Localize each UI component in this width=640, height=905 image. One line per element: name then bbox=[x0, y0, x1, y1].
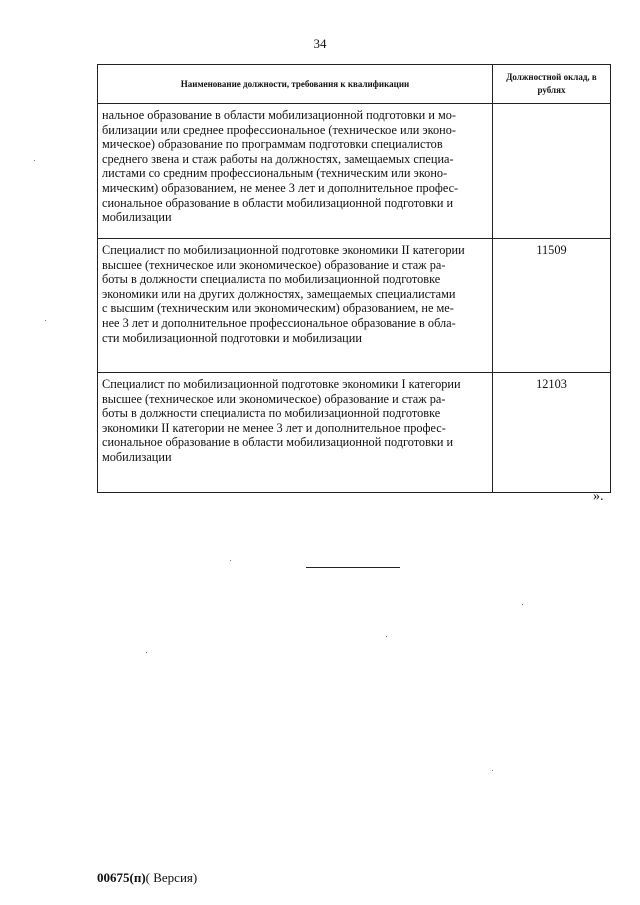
footer-document-code bbox=[97, 870, 197, 886]
text-line: с высшим (техническим или экономическим) образованием, не ме- bbox=[102, 301, 454, 316]
text-line: сиональное образование в области мобилизационной подготовки и bbox=[102, 195, 454, 210]
header-position: Наименование должности, требования к квалификации bbox=[98, 65, 493, 104]
salary-table bbox=[97, 64, 611, 493]
text-line: Специалист по мобилизационной подготовке экономики II категории bbox=[102, 243, 465, 257]
scan-speck bbox=[34, 160, 35, 161]
scan-speck bbox=[386, 636, 387, 637]
section-divider bbox=[306, 567, 400, 568]
table-row bbox=[98, 239, 611, 373]
text-line: боты в должности специалиста по мобилизационной подготовке bbox=[102, 272, 441, 287]
text-line: мобилизации bbox=[102, 210, 172, 225]
table-row bbox=[98, 104, 611, 239]
text-line: высшее (техническое или экономическое) образование и стаж ра- bbox=[102, 391, 446, 406]
text-line: нальное образование в области мобилизационной подготовки и мо- bbox=[102, 108, 457, 122]
scan-speck bbox=[146, 652, 147, 653]
text-line: сти мобилизационной подготовки и мобилизации bbox=[102, 330, 362, 345]
text-line: экономики или на других должностях, замещаемых специалистами bbox=[102, 286, 456, 301]
text-line: мическим) образованием, не менее 3 лет и дополнительное профес- bbox=[102, 180, 459, 195]
text-line: мобилизации bbox=[102, 449, 172, 464]
row-3-salary: 12103 bbox=[493, 373, 611, 493]
page-number: 34 bbox=[313, 36, 327, 51]
scan-speck bbox=[230, 560, 231, 561]
text-line: нее 3 лет и дополнительное профессиональное образование в обла- bbox=[102, 315, 456, 330]
row-2-description bbox=[98, 239, 493, 373]
footer-suffix: ( Версия) bbox=[145, 870, 198, 885]
text-line: боты в должности специалиста по мобилизационной подготовке bbox=[102, 406, 441, 421]
scan-speck bbox=[522, 604, 523, 605]
row-1-salary bbox=[493, 104, 611, 239]
closing-quote: ». bbox=[593, 489, 604, 504]
row-3-description bbox=[98, 373, 493, 493]
text-line: листами со средним профессиональным (техническим или эконо- bbox=[102, 166, 448, 181]
text-line: экономики II категории не менее 3 лет и дополнительное профес- bbox=[102, 420, 446, 435]
text-line: билизации или среднее профессиональное (техническое или эконо- bbox=[102, 122, 456, 137]
text-line: Специалист по мобилизационной подготовке экономики I категории bbox=[102, 377, 461, 391]
scan-speck bbox=[45, 320, 46, 321]
table-header-row bbox=[98, 65, 611, 104]
text-line: сиональное образование в области мобилизационной подготовки и bbox=[102, 435, 454, 450]
scan-speck bbox=[492, 770, 493, 771]
footer-code: 00675(п) bbox=[97, 870, 146, 885]
text-line: высшее (техническое или экономическое) образование и стаж ра- bbox=[102, 257, 446, 272]
row-1-description bbox=[98, 104, 493, 239]
table-row bbox=[98, 373, 611, 493]
header-salary: Должностной оклад, в рублях bbox=[493, 65, 611, 104]
text-line: мическое) образование по программам подготовки специалистов bbox=[102, 137, 443, 152]
row-2-salary: 11509 bbox=[493, 239, 611, 373]
text-line: среднего звена и стаж работы на должностях, замещаемых специа- bbox=[102, 151, 454, 166]
